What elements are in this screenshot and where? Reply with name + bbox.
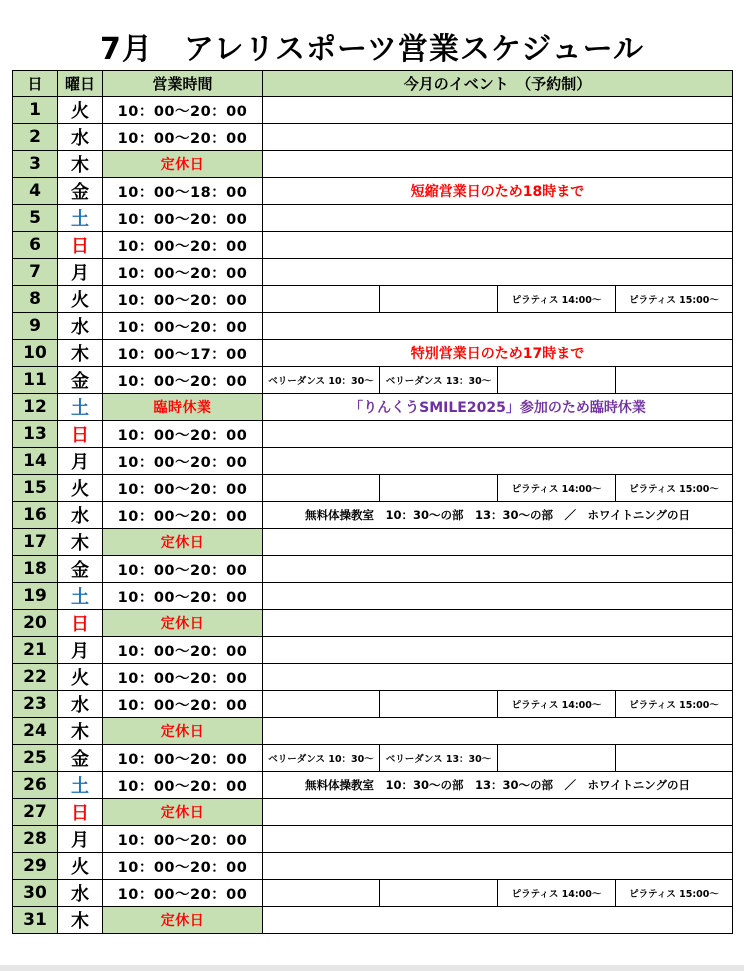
event-cell-empty bbox=[263, 826, 733, 853]
hours-cell: 10：00～20：00 bbox=[103, 448, 263, 475]
day-cell: 25 bbox=[13, 745, 58, 772]
event-cell-empty bbox=[263, 583, 733, 610]
event-slot-cell: ベリーダンス 10：30～ bbox=[263, 367, 380, 394]
table-row bbox=[13, 853, 733, 880]
day-cell: 18 bbox=[13, 556, 58, 583]
header-hours: 営業時間 bbox=[103, 71, 263, 97]
weekday-cell: 土 bbox=[58, 205, 103, 232]
weekday-cell: 土 bbox=[58, 772, 103, 799]
table-row bbox=[13, 151, 733, 178]
hours-cell: 10：00～20：00 bbox=[103, 583, 263, 610]
day-cell: 6 bbox=[13, 232, 58, 259]
table-row bbox=[13, 232, 733, 259]
hours-cell: 10：00～20：00 bbox=[103, 880, 263, 907]
table-row bbox=[13, 97, 733, 124]
event-slot-cell bbox=[616, 745, 733, 772]
page-title: 7月 アレリスポーツ営業スケジュール bbox=[99, 32, 645, 67]
hours-cell: 10：00～20：00 bbox=[103, 259, 263, 286]
day-cell: 17 bbox=[13, 529, 58, 556]
header-events: 今月のイベント （予約制） bbox=[263, 71, 733, 97]
event-cell: 特別営業日のため17時まで bbox=[263, 340, 733, 367]
event-cell-empty bbox=[263, 313, 733, 340]
weekday-cell: 水 bbox=[58, 691, 103, 718]
table-row bbox=[13, 556, 733, 583]
hours-cell: 臨時休業 bbox=[103, 394, 263, 421]
weekday-cell: 火 bbox=[58, 853, 103, 880]
event-slot-cell: ピラティス 15:00～ bbox=[616, 691, 733, 718]
table-row bbox=[13, 502, 733, 529]
event-cell: 無料体操教室 10：30～の部 13：30～の部 ／ ホワイトニングの日 bbox=[263, 772, 733, 799]
header-day: 日 bbox=[13, 71, 58, 97]
hours-cell: 10：00～20：00 bbox=[103, 475, 263, 502]
table-row bbox=[13, 880, 733, 907]
table-row bbox=[13, 124, 733, 151]
weekday-cell: 火 bbox=[58, 475, 103, 502]
day-cell: 11 bbox=[13, 367, 58, 394]
event-cell-empty bbox=[263, 205, 733, 232]
hours-cell: 定休日 bbox=[103, 718, 263, 745]
day-cell: 9 bbox=[13, 313, 58, 340]
day-cell: 5 bbox=[13, 205, 58, 232]
table-row bbox=[13, 178, 733, 205]
table-row bbox=[13, 259, 733, 286]
weekday-cell: 金 bbox=[58, 367, 103, 394]
event-slot-cell bbox=[263, 691, 380, 718]
weekday-cell: 日 bbox=[58, 421, 103, 448]
event-slot-cell: ピラティス 15:00～ bbox=[616, 880, 733, 907]
weekday-cell: 日 bbox=[58, 799, 103, 826]
table-row bbox=[13, 367, 733, 394]
event-cell-empty bbox=[263, 421, 733, 448]
event-slot-cell: ピラティス 15:00～ bbox=[616, 475, 733, 502]
event-cell-empty bbox=[263, 259, 733, 286]
hours-cell: 10：00～20：00 bbox=[103, 502, 263, 529]
day-cell: 13 bbox=[13, 421, 58, 448]
event-cell: 短縮営業日のため18時まで bbox=[263, 178, 733, 205]
event-slot-cell bbox=[616, 367, 733, 394]
table-row bbox=[13, 691, 733, 718]
day-cell: 1 bbox=[13, 97, 58, 124]
table-row bbox=[13, 394, 733, 421]
event-slot-cell bbox=[380, 691, 498, 718]
weekday-cell: 木 bbox=[58, 529, 103, 556]
day-cell: 30 bbox=[13, 880, 58, 907]
hours-cell: 10：00～20：00 bbox=[103, 421, 263, 448]
event-cell-empty bbox=[263, 799, 733, 826]
event-slot-cell: ベリーダンス 10：30～ bbox=[263, 745, 380, 772]
event-slot-cell: ピラティス 14:00～ bbox=[498, 691, 616, 718]
header-dow: 曜日 bbox=[58, 71, 103, 97]
weekday-cell: 月 bbox=[58, 826, 103, 853]
schedule-table bbox=[12, 70, 733, 934]
event-slot-cell: ベリーダンス 13：30～ bbox=[380, 745, 498, 772]
day-cell: 21 bbox=[13, 637, 58, 664]
weekday-cell: 火 bbox=[58, 286, 103, 313]
event-slot-cell bbox=[498, 745, 616, 772]
day-cell: 8 bbox=[13, 286, 58, 313]
table-row bbox=[13, 421, 733, 448]
day-cell: 19 bbox=[13, 583, 58, 610]
event-cell-empty bbox=[263, 151, 733, 178]
event-slot-cell: ピラティス 14:00～ bbox=[498, 475, 616, 502]
weekday-cell: 金 bbox=[58, 556, 103, 583]
table-row bbox=[13, 745, 733, 772]
day-cell: 2 bbox=[13, 124, 58, 151]
hours-cell: 10：00～20：00 bbox=[103, 205, 263, 232]
weekday-cell: 火 bbox=[58, 97, 103, 124]
event-slot-cell bbox=[380, 475, 498, 502]
day-cell: 16 bbox=[13, 502, 58, 529]
day-cell: 7 bbox=[13, 259, 58, 286]
table-row bbox=[13, 583, 733, 610]
table-row bbox=[13, 340, 733, 367]
event-slot-cell: ピラティス 14:00～ bbox=[498, 880, 616, 907]
table-row bbox=[13, 205, 733, 232]
weekday-cell: 水 bbox=[58, 880, 103, 907]
event-cell-empty bbox=[263, 718, 733, 745]
weekday-cell: 日 bbox=[58, 610, 103, 637]
event-slot-cell bbox=[263, 286, 380, 313]
day-cell: 15 bbox=[13, 475, 58, 502]
weekday-cell: 金 bbox=[58, 178, 103, 205]
hours-cell: 10：00～20：00 bbox=[103, 124, 263, 151]
day-cell: 4 bbox=[13, 178, 58, 205]
hours-cell: 10：00～20：00 bbox=[103, 313, 263, 340]
table-row bbox=[13, 718, 733, 745]
weekday-cell: 土 bbox=[58, 394, 103, 421]
hours-cell: 10：00～20：00 bbox=[103, 367, 263, 394]
table-row bbox=[13, 907, 733, 934]
weekday-cell: 木 bbox=[58, 907, 103, 934]
hours-cell: 10：00～20：00 bbox=[103, 691, 263, 718]
schedule-body bbox=[13, 97, 733, 934]
weekday-cell: 月 bbox=[58, 637, 103, 664]
weekday-cell: 火 bbox=[58, 664, 103, 691]
day-cell: 14 bbox=[13, 448, 58, 475]
hours-cell: 10：00～20：00 bbox=[103, 97, 263, 124]
event-cell-empty bbox=[263, 124, 733, 151]
weekday-cell: 水 bbox=[58, 502, 103, 529]
table-row bbox=[13, 826, 733, 853]
weekday-cell: 土 bbox=[58, 583, 103, 610]
page-bottom-bar bbox=[0, 965, 744, 971]
day-cell: 26 bbox=[13, 772, 58, 799]
weekday-cell: 月 bbox=[58, 259, 103, 286]
event-slot-cell bbox=[263, 475, 380, 502]
hours-cell: 10：00～18：00 bbox=[103, 178, 263, 205]
hours-cell: 定休日 bbox=[103, 610, 263, 637]
table-row bbox=[13, 772, 733, 799]
event-cell-empty bbox=[263, 97, 733, 124]
weekday-cell: 木 bbox=[58, 718, 103, 745]
day-cell: 12 bbox=[13, 394, 58, 421]
hours-cell: 10：00～17：00 bbox=[103, 340, 263, 367]
hours-cell: 10：00～20：00 bbox=[103, 286, 263, 313]
table-row bbox=[13, 475, 733, 502]
table-row bbox=[13, 529, 733, 556]
weekday-cell: 月 bbox=[58, 448, 103, 475]
weekday-cell: 金 bbox=[58, 745, 103, 772]
hours-cell: 定休日 bbox=[103, 151, 263, 178]
weekday-cell: 水 bbox=[58, 313, 103, 340]
weekday-cell: 木 bbox=[58, 151, 103, 178]
day-cell: 10 bbox=[13, 340, 58, 367]
day-cell: 29 bbox=[13, 853, 58, 880]
event-slot-cell: ピラティス 14:00～ bbox=[498, 286, 616, 313]
event-cell-empty bbox=[263, 232, 733, 259]
table-row bbox=[13, 448, 733, 475]
table-header-row bbox=[13, 71, 733, 97]
day-cell: 22 bbox=[13, 664, 58, 691]
event-slot-cell bbox=[498, 367, 616, 394]
event-cell-empty bbox=[263, 448, 733, 475]
hours-cell: 10：00～20：00 bbox=[103, 853, 263, 880]
event-slot-cell: ピラティス 15:00～ bbox=[616, 286, 733, 313]
weekday-cell: 木 bbox=[58, 340, 103, 367]
hours-cell: 10：00～20：00 bbox=[103, 826, 263, 853]
day-cell: 28 bbox=[13, 826, 58, 853]
hours-cell: 10：00～20：00 bbox=[103, 556, 263, 583]
event-slot-cell bbox=[380, 880, 498, 907]
day-cell: 3 bbox=[13, 151, 58, 178]
day-cell: 27 bbox=[13, 799, 58, 826]
event-cell-empty bbox=[263, 907, 733, 934]
day-cell: 20 bbox=[13, 610, 58, 637]
table-row bbox=[13, 286, 733, 313]
day-cell: 24 bbox=[13, 718, 58, 745]
event-cell: 無料体操教室 10：30～の部 13：30～の部 ／ ホワイトニングの日 bbox=[263, 502, 733, 529]
event-cell-empty bbox=[263, 529, 733, 556]
table-row bbox=[13, 637, 733, 664]
event-cell: 「りんくうSMILE2025」参加のため臨時休業 bbox=[263, 394, 733, 421]
event-cell-empty bbox=[263, 637, 733, 664]
hours-cell: 10：00～20：00 bbox=[103, 664, 263, 691]
event-cell-empty bbox=[263, 556, 733, 583]
hours-cell: 10：00～20：00 bbox=[103, 772, 263, 799]
hours-cell: 定休日 bbox=[103, 529, 263, 556]
table-row bbox=[13, 664, 733, 691]
hours-cell: 10：00～20：00 bbox=[103, 232, 263, 259]
table-row bbox=[13, 610, 733, 637]
event-slot-cell: ベリーダンス 13：30～ bbox=[380, 367, 498, 394]
hours-cell: 10：00～20：00 bbox=[103, 745, 263, 772]
weekday-cell: 水 bbox=[58, 124, 103, 151]
day-cell: 31 bbox=[13, 907, 58, 934]
event-cell-empty bbox=[263, 610, 733, 637]
event-cell-empty bbox=[263, 664, 733, 691]
event-slot-cell bbox=[263, 880, 380, 907]
table-row bbox=[13, 313, 733, 340]
hours-cell: 定休日 bbox=[103, 799, 263, 826]
event-slot-cell bbox=[380, 286, 498, 313]
weekday-cell: 日 bbox=[58, 232, 103, 259]
table-row bbox=[13, 799, 733, 826]
hours-cell: 定休日 bbox=[103, 907, 263, 934]
event-cell-empty bbox=[263, 853, 733, 880]
hours-cell: 10：00～20：00 bbox=[103, 637, 263, 664]
day-cell: 23 bbox=[13, 691, 58, 718]
